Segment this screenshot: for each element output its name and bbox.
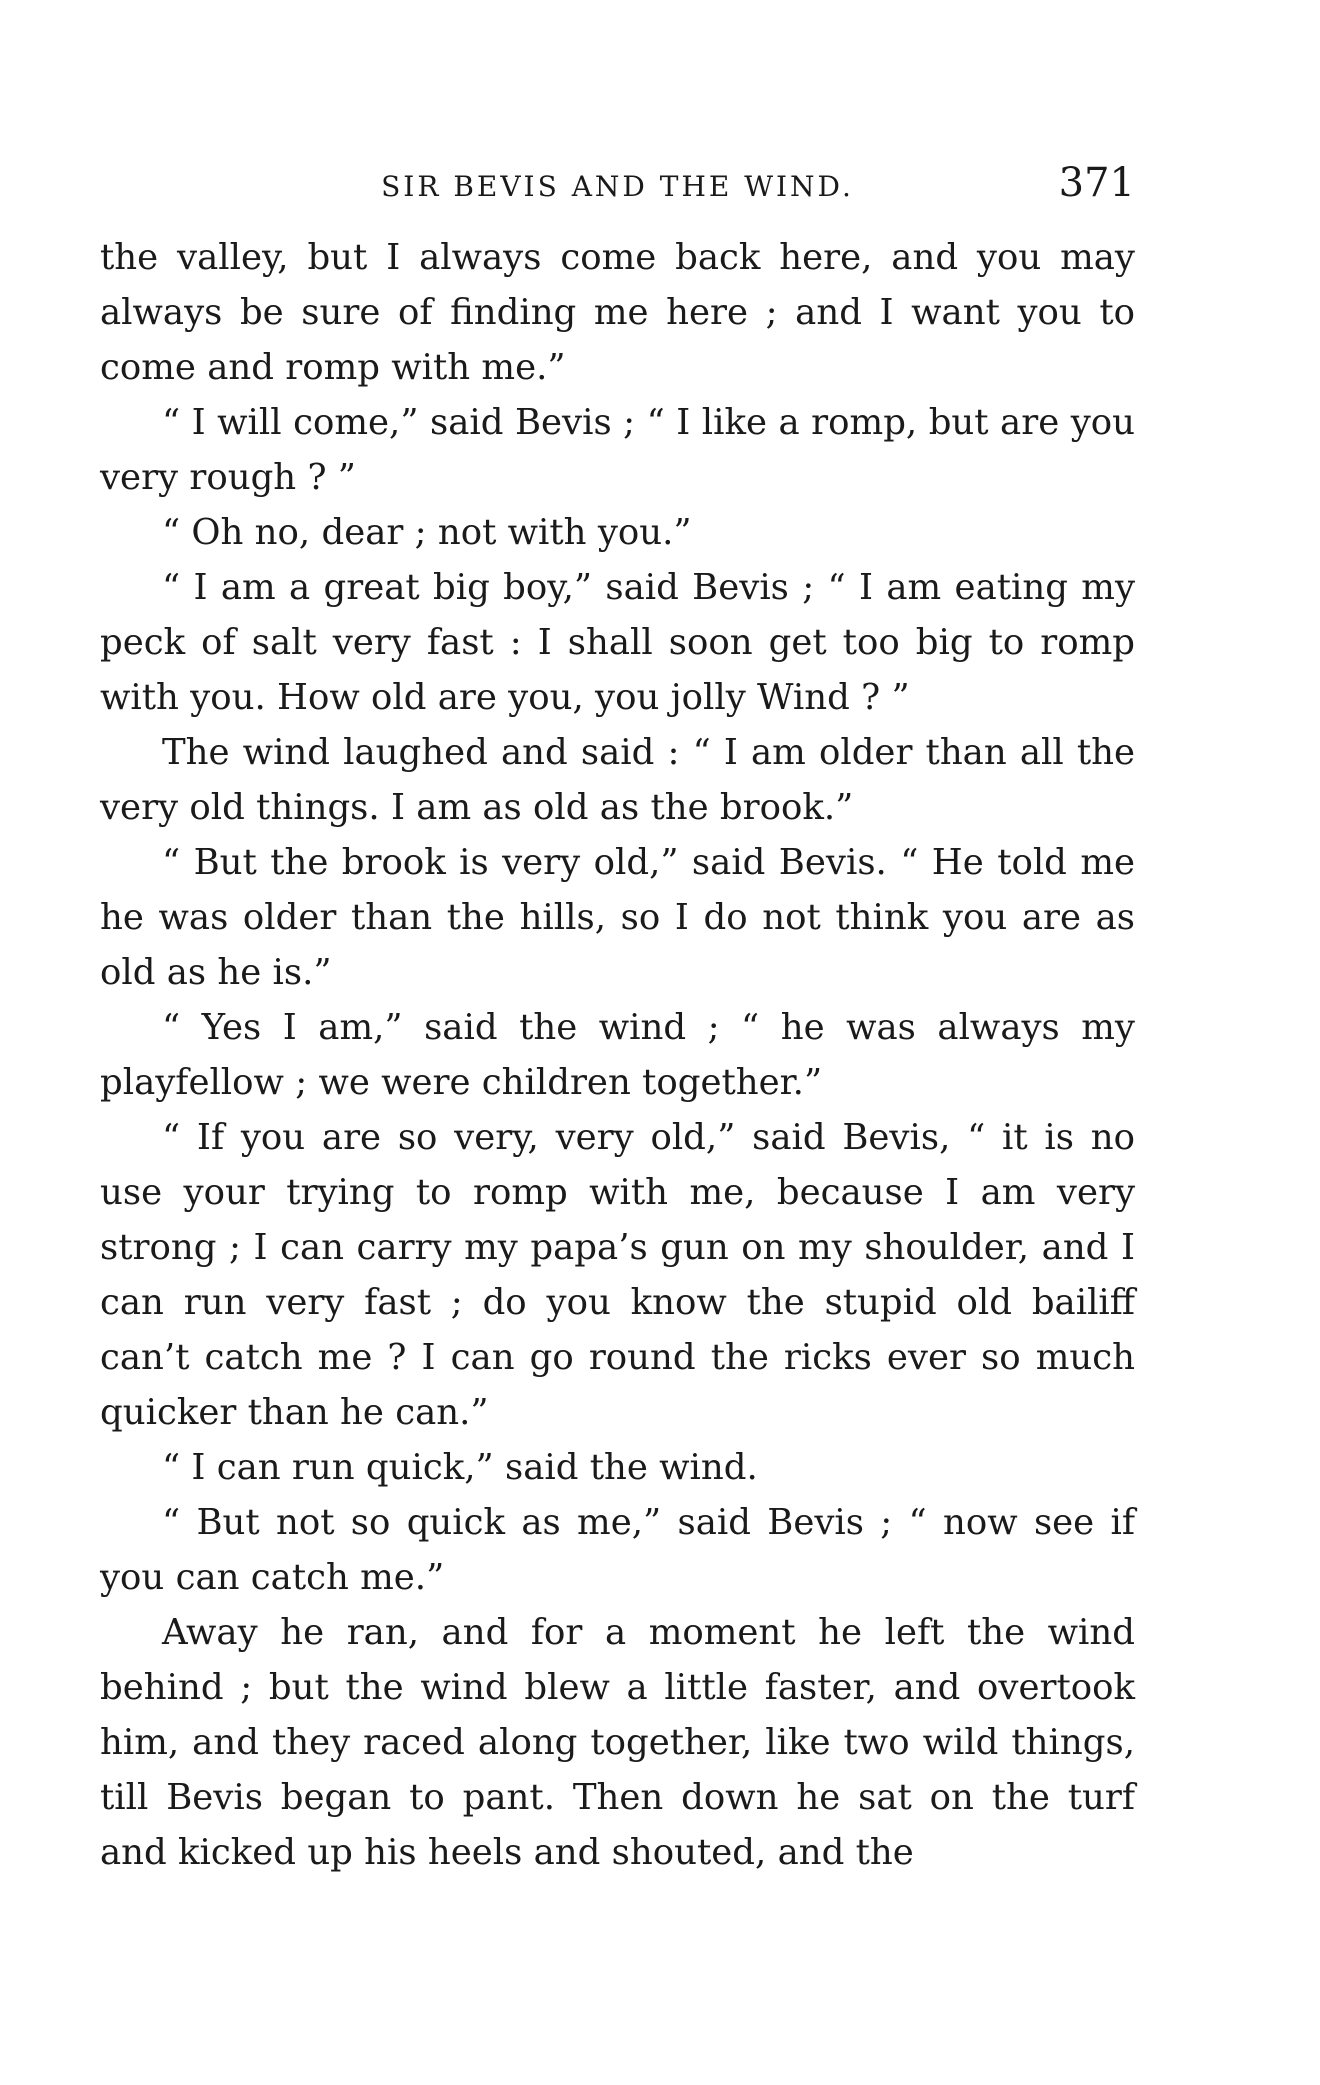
paragraph: “ If you are so very, very old,” said Bevis, “ it is no use your trying to romp with me, because I am very strong ; I can carry my papa’s gun on my shoulder, and I can run very fast ; do you know the stupid old bailiff can’t catch me ? I can go round the ricks ever so much quicker than he can.”	[100, 1117, 1135, 1433]
body-text	[100, 230, 1135, 1880]
page-number: 371	[1058, 160, 1135, 206]
paragraph: The wind laughed and said : “ I am older than all the very old things. I am as old as the brook.”	[100, 732, 1135, 828]
book-page	[100, 160, 1135, 1880]
paragraph: “ I can run quick,” said the wind.	[162, 1447, 758, 1488]
paragraph: “ But not so quick as me,” said Bevis ; “ now see if you can catch me.”	[100, 1502, 1135, 1598]
paragraph: “ Yes I am,” said the wind ; “ he was always my playfellow ; we were children together.”	[100, 1007, 1135, 1103]
paragraph: “ But the brook is very old,” said Bevis. “ He told me he was older than the hills, so I do not think you are as old as he is.”	[100, 842, 1135, 993]
paragraph: “ I will come,” said Bevis ; “ I like a romp, but are you very rough ? ”	[100, 402, 1135, 498]
running-title: SIR BEVIS AND THE WIND.	[381, 170, 854, 203]
paragraph: Away he ran, and for a moment he left the wind behind ; but the wind blew a little faster, and overtook him, and they raced along together, like two wild things, till Bevis began to pant. Then down he sat on the turf and kicked up his heels and shouted, and the	[100, 1612, 1135, 1873]
paragraph: the valley, but I always come back here, and you may always be sure of finding me here ; and I want you to come and romp with me.”	[100, 237, 1135, 388]
paragraph: “ Oh no, dear ; not with you.”	[162, 512, 692, 553]
page-header	[100, 160, 1135, 212]
paragraph: “ I am a great big boy,” said Bevis ; “ I am eating my peck of salt very fast : I shall soon get too big to romp with you. How old are you, you jolly Wind ? ”	[100, 567, 1135, 718]
